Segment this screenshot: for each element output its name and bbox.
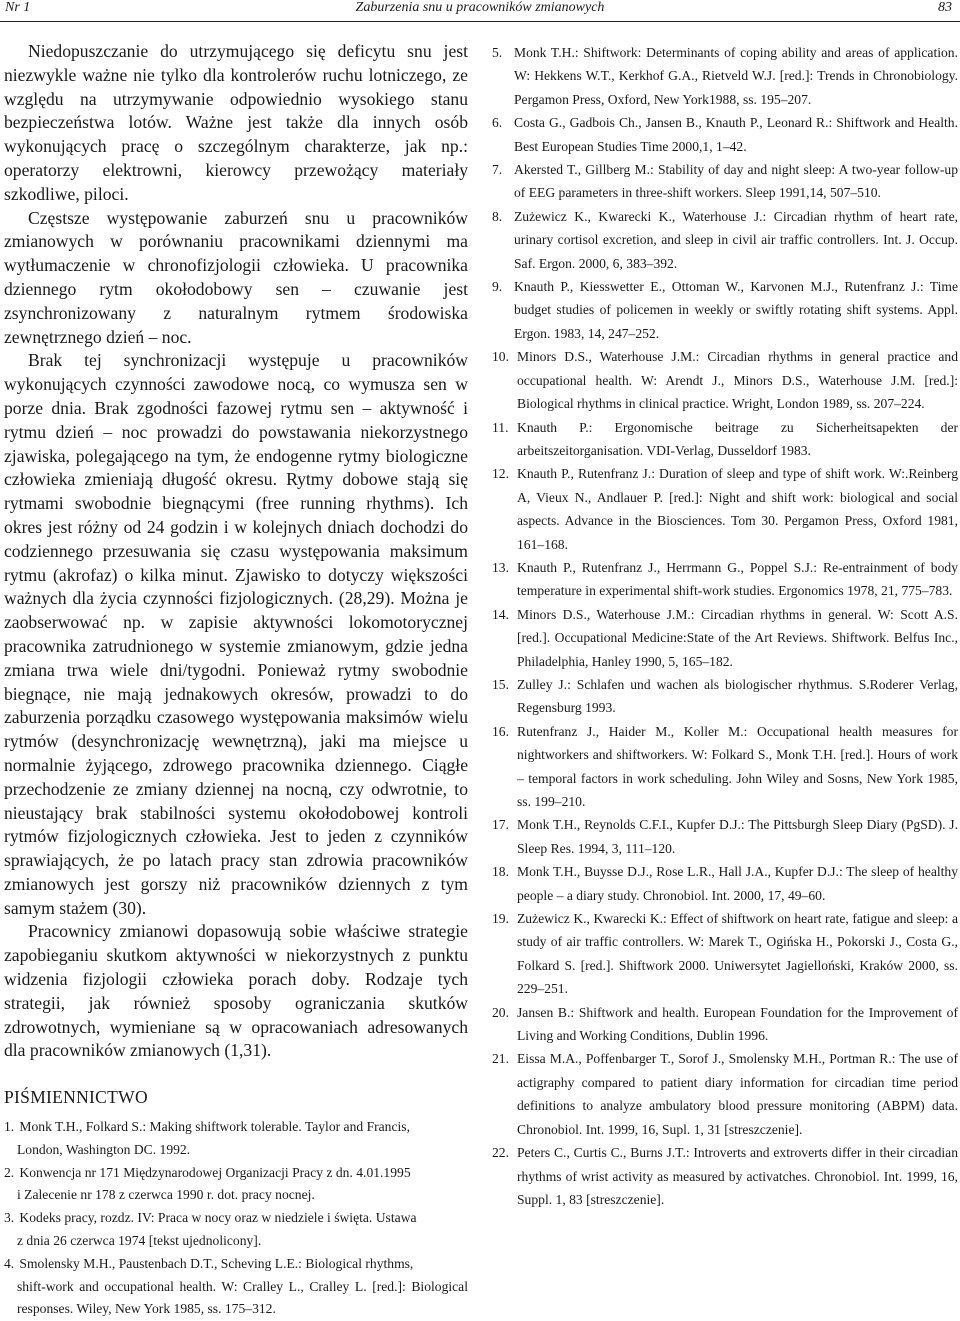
reference-number: 8.	[492, 208, 503, 224]
reference-text: Knauth P.: Ergonomische beitrage zu Sicherheitsapekten der arbeitszeitorganisation. VDI-Verlag, Dusseldorf 1983.	[517, 419, 958, 458]
reference-item	[492, 416, 958, 463]
reference-item	[492, 813, 958, 860]
body-paragraph: Niedopuszczanie do utrzymującego się deficytu snu jest niezwykle ważne nie tylko dla kontrolerów ruchu lotniczego, ze względu na utrzymywanie odpowiednio wysokiego stanu bezpieczeństwa lotów. Ważne jest także dla innych osób wykonujących pracę o szczególnym charakterze, jak np.: operatorzy elektrowni, kierowcy przewożący materiały szkodliwe, piloci.	[4, 41, 468, 204]
reference-text: Monk T.H., Folkard S.: Making shiftwork tolerable. Taylor and Francis,	[19, 1119, 410, 1135]
reference-text: Zużewicz K., Kwarecki K.: Effect of shiftwork on heart rate, fatigue and sleep: a study of air traffic controllers. W: Marek T., Ogińska H., Pokorski J., Costa G., Folkard S. [red.]. Shiftwork 2000. Uniwersytet Jagielloński, Kraków 2000, ss. 229–251.	[517, 911, 958, 997]
reference-item	[492, 603, 958, 673]
reference-number: 1.	[4, 1119, 15, 1135]
reference-text: Peters C., Curtis C., Burns J.T.: Introverts and extroverts differ in their circadian rhythms of wrist activity as measured by activatches. Chronobiol. Int. 1999, 16, Suppl. 1, 83 [streszczenie].	[517, 1145, 958, 1207]
reference-number: 19.	[492, 911, 509, 927]
reference-item	[492, 41, 958, 111]
reference-text: Costa G., Gadbois Ch., Jansen B., Knauth P., Leonard R.: Shiftwork and Health. Best European Studies Time 2000,1, 1–42.	[514, 115, 958, 154]
reference-text-cont: i Zalecenie nr 178 z czerwca 1990 r. dot. pracy nocnej.	[17, 1187, 315, 1203]
reference-item	[4, 1207, 468, 1253]
reference-item	[4, 1162, 468, 1208]
reference-number: 12.	[492, 466, 509, 482]
reference-text: Kodeks pracy, rozdz. IV: Praca w nocy oraz w niedziele i święta. Ustawa	[19, 1210, 417, 1226]
reference-text: Konwencja nr 171 Międzynarodowej Organizacji Pracy z dn. 4.01.1995	[19, 1164, 411, 1180]
reference-item	[492, 462, 958, 556]
reference-text: Knauth P., Rutenfranz J.: Duration of sleep and type of shift work. W:.Reinberg A, Vieux N., Andlauer P. [red.]: Night and shift work: biological and social aspects. Advance in the Biosciences. Tom 30. Pergamon Press, Oxford 1981, 161–168.	[517, 466, 958, 552]
reference-number: 14.	[492, 606, 509, 622]
body-paragraph: Pracownicy zmianowi dopasowują sobie właściwe strategie zapobieganiu skutkom aktywności w niekorzystnych z punktu widzenia fizjologii człowieka porach doby. Rodzaje tych strategii, jak również sposoby ograniczania skutków zdrowotnych, wymieniane są w opracowaniach adresowanych dla pracowników zmianowych (1,31).	[4, 921, 468, 1061]
reference-text: Monk T.H.: Shiftwork: Determinants of coping ability and areas of application. W: Hekkens W.T., Kerkhof G.A., Rietveld W.J. [red.]: Trends in Chronobiology. Pergamon Press, Oxford, New York1988, ss. 195–207.	[514, 45, 958, 107]
reference-number: 13.	[492, 559, 509, 575]
reference-text: Rutenfranz J., Haider M., Koller M.: Occupational health measures for nightworkers and shiftworkers. W: Folkard S., Monk T.H. [red.]. Hours of work – temporal factors in work scheduling. John Wiley and Sosns, New York 1985, ss. 199–210.	[517, 723, 958, 809]
reference-number: 17.	[492, 817, 509, 833]
reference-text: Minors D.S., Waterhouse J.M.: Circadian rhythms in general. W: Scott A.S. [red.]. Occupational Medicine:State of the Art Reviews. Shiftwork. Belfus Inc., Philadelphia, Hanley 1990, 5, 165–182.	[517, 606, 958, 669]
reference-number: 5.	[492, 45, 503, 60]
reference-text: Smolensky M.H., Paustenbach D.T., Scheving L.E.: Biological rhythms,	[19, 1255, 414, 1271]
reference-number: 20.	[492, 1004, 509, 1020]
reference-number: 16.	[492, 723, 509, 739]
reference-item	[492, 860, 958, 907]
reference-item	[492, 205, 958, 275]
left-column	[4, 40, 468, 1321]
header-rule	[0, 21, 960, 22]
reference-item	[492, 556, 958, 603]
reference-number: 11.	[492, 419, 509, 435]
reference-item	[492, 111, 958, 158]
reference-item	[492, 158, 958, 205]
reference-number: 7.	[492, 162, 503, 178]
reference-number: 3.	[4, 1210, 15, 1226]
reference-number: 2.	[4, 1164, 15, 1180]
reference-text: Monk T.H., Reynolds C.F.I., Kupfer D.J.: The Pittsburgh Sleep Diary (PgSD). J. Sleep Res. 1994, 3, 111–120.	[517, 817, 958, 856]
reference-number: 9.	[492, 279, 503, 295]
reference-item	[492, 673, 958, 720]
reference-number: 15.	[492, 676, 509, 692]
reference-number: 21.	[492, 1051, 509, 1067]
reference-text: Knauth P., Rutenfranz J., Herrmann G., Poppel S.J.: Re-entrainment of body temperature in experimental shift-work studies. Ergonomics 1978, 21, 775–783.	[517, 559, 958, 599]
reference-item	[4, 1253, 468, 1321]
body-paragraph: Częstsze występowanie zaburzeń snu u pracowników zmianowych w porównaniu pracownikami dziennymi ma wytłumaczenie w chronofizjologii człowieka. U pracownika dziennego rytm okołodobowy sen – czuwanie jest zsynchronizowany z naturalnym rytmem środowiska zewnętrznego dzień – noc.	[4, 207, 468, 347]
reference-item	[492, 907, 958, 1001]
reference-item	[492, 345, 958, 415]
reference-text: Monk T.H., Buysse D.J., Rose L.R., Hall J.A., Kupfer D.J.: The sleep of healthy people – a diary study. Chronobiol. Int. 2000, 17, 49–60.	[517, 864, 958, 903]
references-heading: PIŚMIENNICTWO	[4, 1087, 148, 1108]
reference-number: 4.	[4, 1255, 15, 1271]
reference-number: 6.	[492, 115, 503, 131]
reference-number: 22.	[492, 1145, 509, 1161]
reference-text: Zulley J.: Schlafen und wachen als biologischer rhythmus. S.Roderer Verlag, Regensburg 1993.	[517, 676, 958, 716]
reference-item	[492, 1141, 958, 1211]
body-paragraph: Brak tej synchronizacji występuje u pracowników wykonujących czynności zawodowe nocą, co wymusza sen w porze dnia. Brak zgodności fazowej rytmu sen – aktywność i rytmu dzień – noc prowadzi do powstawania niekorzystnego zjawiska, polegającego na tym, że endogenne rytmy biologiczne człowieka zmieniają długość okresu. Rytmy dobowe stają się rytmami swobodnie biegnącymi (free running rhythms). Ich okres jest różny od 24 godzin i w kolejnych dniach dochodzi do codziennego przesuwania się czasu występowania maksimum rytmu (akrofaz) o kilka minut. Zjawisko to dotyczy większości ważnych dla życia czynności fizjologicznych. (28,29). Można je zaobserwować np. w zapisie aktywności lokomotorycznej pracownika zatrudnionego w systemie zmianowym, gdzie jedna zmiana trwa wiele dni/tygodni. Ponieważ rytmy swobodnie biegnące, nie mają jednakowych okresów, prowadzi to do zaburzenia porządku czasowego występowania maksimów wielu rytmów (desynchronizację wewnętrzną), jaki ma miejsce u normalnie żyjącego, zdrowego pracownika dziennego. Ciągłe przechodzenie ze zmiany dziennej na nocną, czy odwrotnie, to nieustający brak stabilności systemu okołodobowej kontroli rytmów fizjologicznych człowieka. Jest to jeden z czynników sprawiających, że po latach pracy stan zdrowia pracowników zmianowych jest gorszy niż pracowników dziennych z tym samym stażem (30).	[4, 350, 468, 918]
reference-text-cont: London, Washington DC. 1992.	[17, 1141, 191, 1157]
reference-item	[492, 720, 958, 814]
reference-item	[4, 1116, 468, 1162]
reference-item	[492, 275, 958, 345]
right-column	[492, 41, 958, 1211]
running-title: Zaburzenia snu u pracowników zmianowych	[355, 0, 605, 15]
issue-number: Nr 1	[5, 0, 31, 15]
page-number: 83	[938, 0, 952, 15]
reference-item	[492, 1047, 958, 1141]
reference-text: Eissa M.A., Poffenbarger T., Sorof J., Smolensky M.H., Portman R.: The use of actigraphy compared to patient diary information for circadian time period definitions to analyze ambulatory blood pressure monitoring (ABPM) data. Chronobiol. Int. 1999, 16, Supl. 1, 31 [streszczenie].	[517, 1051, 958, 1137]
reference-number: 10.	[492, 349, 509, 365]
running-header	[0, 0, 960, 16]
reference-text: Minors D.S., Waterhouse J.M.: Circadian rhythms in general practice and occupational health. W: Arendt J., Minors D.S., Waterhouse J.M. [red.]: Biological rhythms in clinical practice. Wright, London 1989, ss. 207–224.	[517, 349, 958, 412]
reference-text: Jansen B.: Shiftwork and health. European Foundation for the Improvement of Living and Working Conditions, Dublin 1996.	[517, 1004, 958, 1044]
reference-text: Zużewicz K., Kwarecki K., Waterhouse J.: Circadian rhythm of heart rate, urinary cortisol excretion, and sleep in civil air traffic controllers. Int. J. Occup. Saf. Ergon. 2000, 6, 383–392.	[514, 208, 958, 271]
reference-item	[492, 1001, 958, 1048]
reference-text-cont: shift-work and occupational health. W: Cralley L., Cralley L. [red.]: Biological responses. Wiley, New York 1985, ss. 175–312.	[17, 1278, 468, 1317]
reference-text-cont: z dnia 26 czerwca 1974 [tekst ujednolicony].	[17, 1233, 262, 1249]
reference-number: 18.	[492, 864, 509, 880]
reference-text: Akersted T., Gillberg M.: Stability of day and night sleep: A two-year follow-up of EEG parameters in three-shift workers. Sleep 1991,14, 507–510.	[514, 162, 958, 201]
reference-text: Knauth P., Kiesswetter E., Ottoman W., Karvonen M.J., Rutenfranz J.: Time budget studies of policemen in weekly or swiftly rotating shift systems. Appl. Ergon. 1983, 14, 247–252.	[514, 279, 958, 341]
